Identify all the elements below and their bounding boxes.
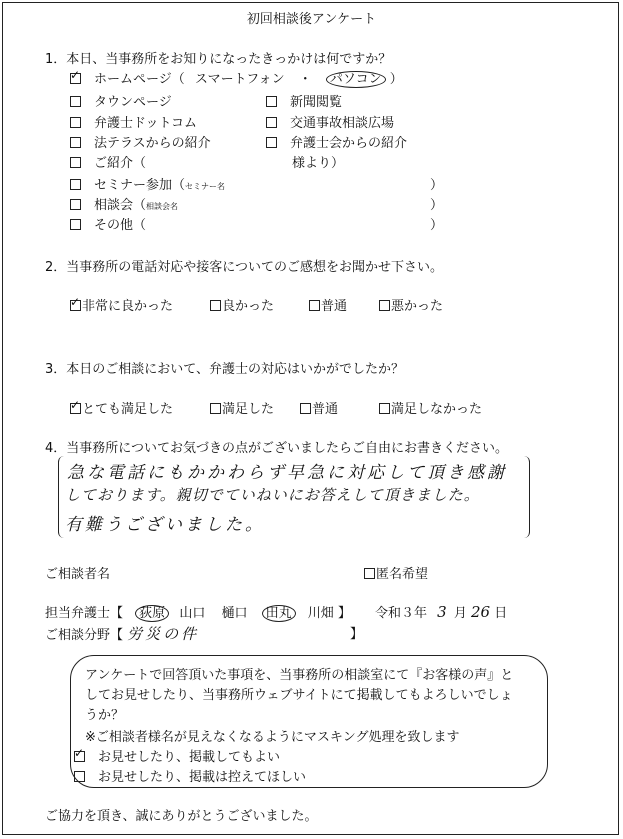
checkbox[interactable] [70, 179, 81, 190]
question-3: 3．本日のご相談において、弁護士の対応はいかがでしたか？ [45, 362, 405, 377]
form-title: 初回相談後アンケート [246, 12, 377, 27]
date-month: 3 [437, 603, 450, 621]
consent-text-3: うか？ [85, 708, 125, 723]
referral-suffix: 様より） [292, 156, 345, 171]
pc-label-circled: パソコン [326, 71, 386, 88]
q3-option-1[interactable]: 満足した [210, 398, 274, 417]
option-bengoshi-dotcom[interactable]: 弁護士ドットコム [70, 112, 197, 131]
checkbox[interactable] [70, 157, 81, 168]
option-traffic-accident[interactable]: 交通事故相談広場 [266, 112, 394, 131]
q2-option-3[interactable]: 悪かった [379, 295, 443, 314]
checkbox[interactable] [70, 300, 81, 311]
checkbox[interactable] [266, 96, 277, 107]
field-value: 労災の件 [127, 625, 200, 643]
lawyer-row: 担当弁護士【 荻原 山口 樋口 田丸 川畑 】 [45, 606, 351, 621]
lawyer-name-circled: 田丸 [262, 605, 296, 622]
q3-option-0[interactable]: ✓とても満足した [70, 398, 173, 417]
consult-date: 令和３年 3 月 26 日 [375, 603, 508, 621]
q3-option-3[interactable]: 満足しなかった [379, 398, 482, 417]
lawyer-name-circled: 荻原 [135, 605, 169, 622]
checkbox[interactable] [364, 568, 375, 579]
answer-line-3: 有難うございました。 [65, 515, 265, 535]
question-2: 2．当事務所の電話対応や接客についてのご感想をお聞かせ下さい。 [45, 260, 444, 275]
consent-text-2: してお見せしたり、当事務所ウェブサイトにて掲載してもよろしいでしょ [85, 688, 513, 703]
checkbox[interactable] [74, 771, 85, 782]
checkbox[interactable] [379, 300, 390, 311]
footer-thanks: ご協力を頂き、誠にありがとうございました。 [45, 809, 318, 824]
option-bar-association[interactable]: 弁護士会からの紹介 [266, 132, 407, 151]
checkbox[interactable] [70, 137, 81, 148]
option-seminar[interactable]: セミナー参加（セミナー名 [70, 174, 225, 193]
lawyer-name: 樋口 [221, 606, 248, 621]
checkbox[interactable] [309, 300, 320, 311]
checkbox[interactable] [70, 117, 81, 128]
free-answer-box[interactable] [58, 456, 530, 538]
checkbox[interactable] [70, 403, 81, 414]
checkbox[interactable] [74, 751, 85, 762]
smartphone-label: スマートフォン [194, 72, 285, 87]
masking-note: ※ご相談者様名が見えなくなるようにマスキング処理を致します [85, 730, 460, 745]
option-newspaper[interactable]: 新聞閲覧 [266, 91, 342, 110]
q2-option-2[interactable]: 普通 [309, 295, 347, 314]
checkbox[interactable] [210, 403, 221, 414]
consent-box [70, 655, 548, 788]
checkbox-homepage[interactable] [70, 73, 81, 84]
option-referral[interactable]: ご紹介（ [70, 152, 146, 171]
option-homepage[interactable]: ✓ホームページ（ スマートフォン ・ パソコン ） [70, 68, 403, 87]
checkbox[interactable] [210, 300, 221, 311]
checkbox[interactable] [379, 403, 390, 414]
checkbox[interactable] [70, 199, 81, 210]
date-day: 26 [471, 603, 491, 621]
consultant-name-label: ご相談者名 [45, 567, 111, 582]
lawyer-name: 山口 [179, 606, 206, 621]
option-townpage[interactable]: タウンページ [70, 91, 172, 110]
anonymous-option[interactable]: 匿名希望 [364, 563, 428, 582]
consent-option-1[interactable]: お見せしたり、掲載は控えてほしい [74, 766, 306, 785]
answer-line-1: 急な電話にもかかわらず早急に対応して頂き感謝 [67, 463, 507, 483]
option-houterasu[interactable]: 法テラスからの紹介 [70, 132, 211, 151]
consent-option-0[interactable]: ✓お見せしたり、掲載してもよい [74, 746, 280, 765]
checkbox[interactable] [70, 96, 81, 107]
option-consult-meeting[interactable]: 相談会（相談会名 [70, 194, 178, 213]
consent-text-1: アンケートで回答頂いた事項を、当事務所の相談室にて『お客様の声』と [85, 668, 514, 683]
checkbox[interactable] [300, 403, 311, 414]
checkbox[interactable] [266, 117, 277, 128]
lawyer-name: 川畑 [307, 606, 334, 621]
q2-option-0[interactable]: ✓非常に良かった [70, 295, 173, 314]
checkbox[interactable] [70, 219, 81, 230]
option-other[interactable]: その他（ [70, 214, 146, 233]
q3-option-2[interactable]: 普通 [300, 398, 338, 417]
checkbox[interactable] [266, 137, 277, 148]
answer-line-2: しております。親切でていねいにお答えして頂きました。 [65, 486, 480, 504]
question-4: 4．当事務所についてお気づきの点がございましたらご自由にお書きください。 [45, 441, 509, 456]
q2-option-1[interactable]: 良かった [210, 295, 274, 314]
question-1: 1．本日、当事務所をお知りになったきっかけは何ですか？ [45, 52, 392, 67]
field-row: ご相談分野【 労災の件 [45, 625, 200, 643]
